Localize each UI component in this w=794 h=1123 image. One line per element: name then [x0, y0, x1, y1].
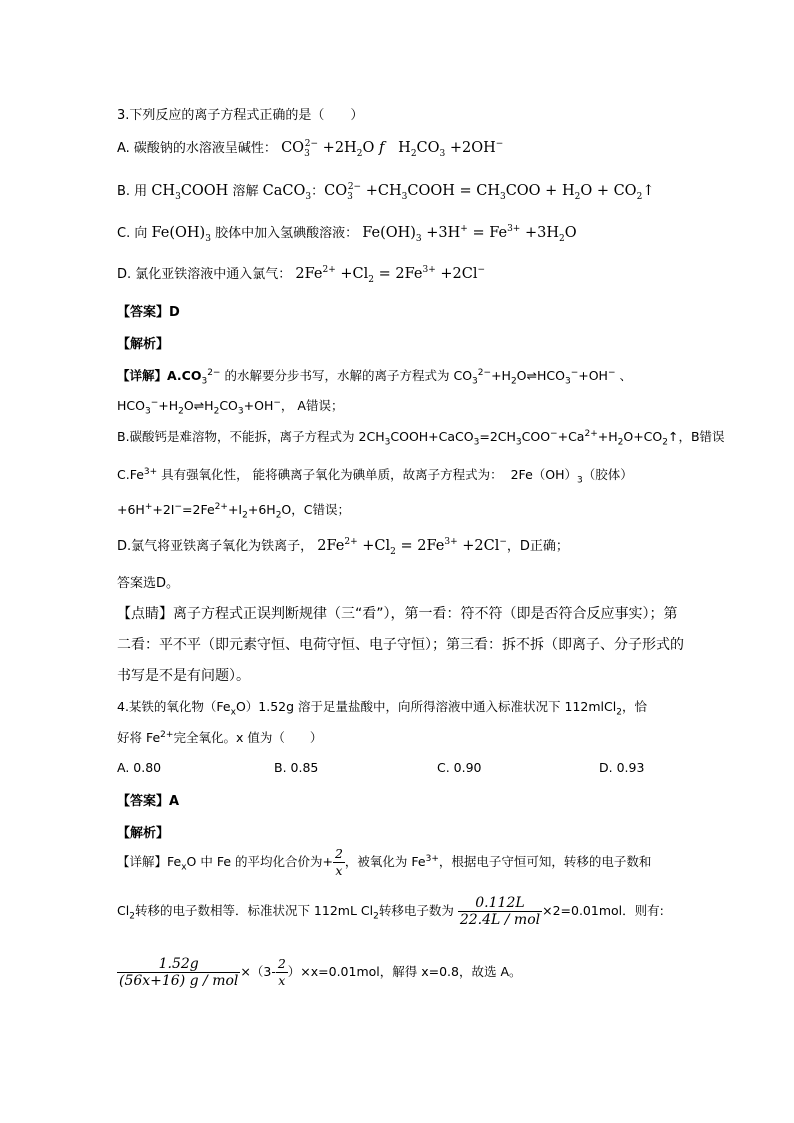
q4-detail-1d: ，根据电子守恒可知，转移的电子数和 — [438, 854, 652, 869]
q4-fraction-2-over-x: $\frac{2}{x}$ — [334, 846, 343, 878]
q4-stem-1c: ，恰 — [621, 699, 647, 714]
q4-option-b: B. 0.85 — [274, 760, 319, 775]
q3-detail-c1: 具有强氧化性， 能将碘离子氧化为碘单质，故离子方程式为： — [161, 467, 503, 482]
q3-detail-d-eq: $2Fe^{2+} +Cl_2 = 2Fe^{3+} +2Cl^-$ — [317, 537, 507, 557]
q4-stem-line2: 好将 $Fe^{2+}$完全氧化。x 值为（ ） — [117, 729, 323, 745]
q3-detail-a2: A错误； — [297, 398, 344, 413]
q3-detail-c-line2 — [117, 500, 350, 521]
q3-detail-c-fe: $C.Fe^{3+}$ — [117, 466, 158, 482]
q3-detail-c-eq2: $+6H^++2I^-=2Fe^{2+}+I_2+6H_2O$ — [117, 501, 292, 521]
q3-tip-line3: 书写是不是有问题）。 — [117, 668, 250, 684]
q3-detail-d-end: ，D正确； — [506, 539, 569, 554]
q3-option-c-equation: $Fe(OH)_3 +3H^+ = Fe^{3+} +3H_2O$ — [362, 224, 577, 244]
q3-option-a-label: A. 碳酸钠的水溶液呈碱性： — [117, 141, 277, 156]
q3-option-c-label: C. 向 — [117, 226, 148, 241]
q4-fraction-2-over-x-b: $\frac{2}{x}$ — [277, 956, 286, 988]
q3-option-c — [117, 222, 577, 244]
q4-detail-1b: O 中 Fe 的平均化合价为+ — [186, 854, 333, 869]
q4-stem-1a: 4.某铁的氧化物（Fe — [117, 699, 231, 714]
q3-detail-c1b: （胶体） — [582, 467, 633, 482]
q4-detail-1a: 【详解】Fe — [117, 854, 182, 869]
q4-stem-2a: 好将 Fe — [117, 730, 161, 745]
q3-detail-b-eq: $2CH_3COOH+CaCO_3=2CH_3COO^-+Ca^{2+}+H_2O+CO_2↑$ — [358, 428, 679, 448]
q3-detail-c-eq1: $2Fe(OH)_3$ — [510, 467, 583, 486]
q3-option-d-equation: $2Fe^{2+} +Cl_2 = 2Fe^{3+} +2Cl^-$ — [295, 265, 486, 285]
q4-option-a: A. 0.80 — [117, 760, 162, 775]
q3-detail-a: 【详解】$A.CO_3^{2-}$ 的水解要分步书写，水解的离子方程式为 $CO_3^{2-}+H_2O\rightleftharpoons HCO_3^-+OH^-$ 、 — [117, 367, 632, 387]
q4-stem-2b: 完全氧化。x 值为（ ） — [173, 730, 323, 745]
q4-analysis: 【解析】 — [117, 826, 170, 841]
q4-detail-1c: ，被氧化为 Fe — [344, 854, 426, 869]
q3-option-c-mid: 胶体中加入氢碘酸溶液： — [215, 226, 359, 241]
q3-analysis: 【解析】 — [117, 337, 170, 352]
q3-detail-c2-end: ，C错误； — [291, 502, 350, 517]
q4-stem-1b: O）1.52g 溶于足量盐酸中，向所得溶液中通入标准状况下 112mlCl — [235, 699, 617, 714]
q3-detail-a-eq2: $HCO_3^-+H_2O\rightleftharpoons H_2CO_3+OH^-$， — [117, 397, 294, 417]
q3-option-b-equation: CaCO$_3$ — [262, 183, 312, 202]
q3-option-b-reagent: $CH_3COOH$ — [151, 183, 229, 202]
q3-option-d — [117, 263, 486, 285]
q3-detail-c — [117, 465, 633, 486]
q4-detail-2b: 转移的电子数相等．标准状况下 112mL Cl — [134, 903, 374, 918]
q3-detail-b — [117, 427, 725, 448]
q3-detail-b-text: B.碳酸钙是难溶物，不能拆，离子方程式为 — [117, 429, 355, 444]
q4-fraction-mass: $\frac{1.52g}{\text{(56x+16) g / mol}}$ — [119, 956, 239, 989]
q4-detail-3b: ）×x=0.01mol，解得 x=0.8，故选 A。 — [287, 964, 522, 979]
q3-option-b-label: B. 用 — [117, 184, 148, 199]
q4-detail-2a: Cl — [117, 903, 130, 918]
q4-detail-line3 — [117, 955, 522, 989]
q3-detail-d — [117, 535, 569, 557]
q3-tip-line1: 【点睛】离子方程式正误判断规律（三“看”），第一看：符不符（即是否符合反应事实）；第 — [117, 606, 678, 622]
q4-option-d: D. 0.93 — [599, 760, 645, 775]
q4-option-c: C. 0.90 — [437, 760, 482, 775]
q3-detail-a-eq1: $CO_3^{2-}+H_2O\rightleftharpoons HCO_3^-+OH^-$ 、 — [453, 367, 632, 387]
q3-detail-a-line2 — [117, 396, 344, 417]
q3-detail-d-text: D.氯气将亚铁离子氧化为铁离子， — [117, 539, 314, 554]
q3-detail-head: 【详解】A.CO — [117, 368, 202, 383]
q3-tip-line2: 二看：平不平（即元素守恒、电荷守恒、电子守恒）；第三看：拆不拆（即离子、分子形式的 — [117, 637, 684, 653]
q4-detail-line1: 【详解】$Fe_xO$ 中 Fe 的平均化合价为+ $\frac{2}{x}$ ，被氧化为 $Fe^{3+}$，根据电子守恒可知，转移的电子数和 — [117, 846, 652, 878]
q3-option-b: B. 用 $CH_3COOH$ 溶解 CaCO$_3$：$CO_3^{2-}$ $+CH_3COOH = CH_3COO + H_2O$ + $CO_2↑$ — [117, 182, 655, 202]
q3-option-a — [117, 137, 504, 159]
q3-answer: 【答案】D — [117, 305, 180, 320]
q4-detail-2c: 转移电子数为 — [378, 903, 454, 918]
q4-fraction-molar: $\frac{0.112L}{\text{22.4L / mol}}$ — [459, 895, 541, 928]
q3-conclusion: 答案选D。 — [117, 576, 180, 591]
q4-stem-line1: 4.某铁的氧化物$(Fe_xO)1.52g$ 溶于足量盐酸中，向所得溶液中通入标准状况下 112mlCl$_2$，恰 — [117, 699, 647, 718]
q3-option-d-label: D. 氯化亚铁溶液中通入氯气： — [117, 267, 292, 282]
q3-option-c-colloid: $Fe(OH)_3$ — [151, 225, 211, 244]
q3-detail-a1: 的水解要分步书写，水解的离子方程式为 — [224, 368, 450, 383]
q3-option-b-mid: 溶解 — [232, 184, 259, 199]
q4-detail-2d: ×2=0.01mol．则有: — [542, 903, 664, 918]
q4-detail-line2: $Cl_2$转移的电子数相等．标准状况下 112mL $Cl_2$转移电子数为 $\frac{0.112L}{\text{22.4L / mol}}$ ×2=0.01mol．则有: — [117, 895, 664, 928]
q3-stem: 3.下列反应的离子方程式正确的是（ ） — [117, 108, 364, 123]
q4-detail-3a: ×（3- — [240, 964, 276, 979]
q4-answer: 【答案】A — [117, 794, 180, 809]
q3-detail-b-end: ，B错误 — [678, 429, 725, 444]
q3-option-a-equation: $CO_3^{2-} +2H_2O$ f $H_2CO_3 +2OH^-$ — [281, 139, 504, 159]
